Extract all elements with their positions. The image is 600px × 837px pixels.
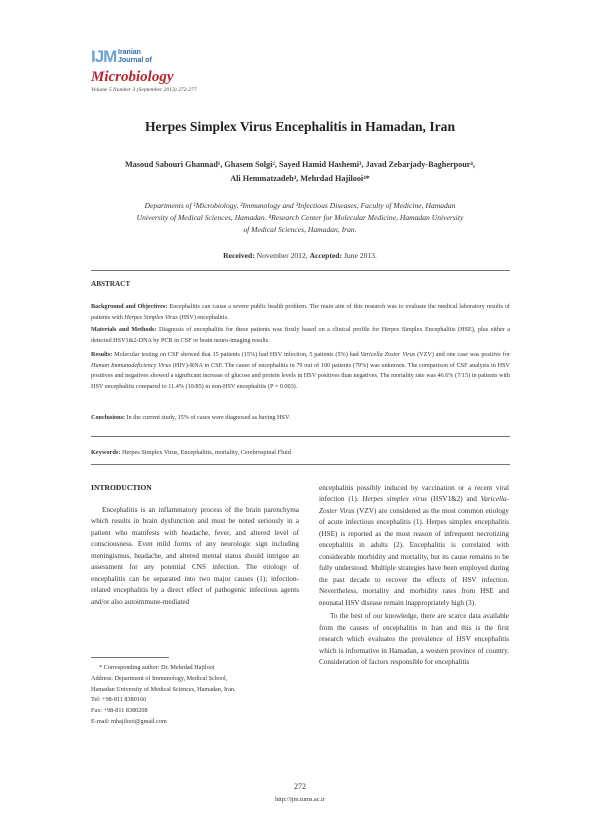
intro-p2-text-2: (HSV1&2) and	[426, 495, 481, 504]
logo-name-line2: Journal of	[118, 57, 152, 64]
divider-abstract	[91, 436, 510, 437]
abstract-heading: ABSTRACT	[91, 280, 131, 288]
journal-url: http://ijm.tums.ac.ir	[275, 796, 325, 803]
intro-p2-text: encephalitis possibly induced by vaccination or a recent viral infection (1).	[319, 484, 509, 504]
results-italic-hiv: Human Immunodeficiency Virus	[91, 361, 172, 369]
affiliation-line-1: Departments of ¹Microbiology, ²Immunology and ³Infectious Diseases, Faculty of Medicine, Hamadan	[144, 201, 456, 210]
conclusions-text: In the current study, 15% of cases were diagnosed as having HSV.	[125, 414, 291, 421]
background-text: Encephalitis can cause a severe public health problem. The main aim of this research was to evaluate the medical laboratory results of patients with	[91, 303, 510, 321]
received-value: November 2012,	[254, 251, 310, 260]
abstract-conclusions	[91, 413, 510, 424]
abstract-methods	[91, 325, 510, 346]
corresponding-author-footnote	[91, 663, 301, 728]
methods-label: Materials and Methods:	[91, 326, 157, 333]
received-label: Received:	[223, 251, 255, 260]
background-label: Background and Objectives:	[91, 303, 168, 310]
results-label: Results:	[91, 351, 113, 358]
intro-left-column	[91, 505, 299, 608]
divider-keywords	[91, 464, 510, 465]
abstract-background	[91, 302, 510, 323]
article-title: Herpes Simplex Virus Encephalitis in Hamadan, Iran	[144, 119, 456, 134]
authors-line-1: Masoud Sabouri Ghannad¹, Ghasem Solgi², Sayed Hamid Hashemi³, Javad Zebarjady-Bagherpour⁴,	[125, 160, 475, 169]
results-text: Molecular testing on CSF showed that 15 patients (15%) had HSV infection, 5 patients (5%) had	[112, 351, 361, 358]
authors-line-2: Ali Hemmatzadeh⁴, Mehrdad Hajilooi⁴*	[230, 174, 370, 183]
issue-info: Volume 5 Number 3 (September 2013) 272-277	[91, 87, 197, 93]
intro-paragraph-3: To the best of our knowledge, there are scarce data available from the causes of encephalitis in Iran and this is the first research which evaluates the prevalence of HSV encephalitis which is informative in Hamadan, a western province of country. Consideration of factors responsible for encephalitis	[319, 612, 509, 667]
abstract-results	[91, 350, 510, 392]
intro-p2-italic-hsv: Herpes simplex virus	[362, 495, 427, 504]
affiliation-line-2: University of Medical Sciences, Hamadan. ⁴Research Center for Molecular Medicine, Hamadan University	[136, 213, 464, 222]
results-text-3: (HIV)-RNA in CSF. The cause of encephalitis in 79 out of 100 patients (79%) was unknown. The comparison of CSF analysis in HSV positives and negatives showed a significant increase of glucose and protein levels in HSV positives than negatives. The mortality rate was 46.6% (7/15) in patients with HSV encephalitis compared to 11.4% (10/85) in non-HSV encephalitis (P = 0.003).	[91, 361, 510, 390]
background-italic: Herpes Simplex Virus	[124, 313, 178, 321]
received-dates	[0, 251, 600, 260]
footnote-author: * Corresponding author: Dr. Mehrdad Hajilooi	[99, 664, 215, 671]
logo-name-line1: Iranian	[118, 49, 141, 56]
divider-top	[91, 270, 510, 271]
conclusions-label: Conclusions:	[91, 414, 126, 421]
logo-mark: IJM	[91, 47, 117, 66]
results-text-2: (VZV) and one case was positive for	[415, 351, 510, 358]
accepted-label: Accepted:	[309, 251, 343, 260]
keywords-label: Keywords:	[91, 449, 121, 456]
affiliation-line-3: of Medical Sciences, Hamadan, Iran.	[243, 225, 357, 234]
intro-paragraph-1: Encephalitis is an inflammatory process of the brain parenchyma which results in brain dysfunction and must be noted seriously in a patient who manifests with headache, fever, and altered level of consciousness. Even mild forms of any neurologic sign including meningismus, headache, and altered mental status should intrigue an assessment for any potential CNS infection. The etiology of encephalitis can be separated into two major causes (1); infection-related encephalitis by a direct effect of pathogenic infectious agents and/or also autoimmune-mediated	[91, 506, 299, 606]
results-italic-vzv: Varicella Zoster Virus	[360, 351, 416, 358]
footnote-divider	[91, 657, 169, 658]
introduction-heading: INTRODUCTION	[91, 483, 152, 492]
keywords-text: Herpes Simplex Virus, Encephalitis, mortality, Cerebrospinal Fluid	[120, 449, 291, 456]
footnote-address-2: Hamadan University of Medical Sciences, Hamadan, Iran.	[91, 685, 236, 693]
footnote-fax: Fax: +98-811 8380208	[91, 707, 148, 715]
intro-p2-text-3: (VZV) are considered as the most common etiology of acute infectious encephalitis (1). Herpes simplex encephalitis (HSE) is reported as the most reason of infrequent necrotizing encephalitis in adults (2). Encephalitis is correlated with considerable morbidity and mortality, but its cause remains to be fully understood. Multiple strategies have been employed during the past decade to recover the effects of HSV infection. Nevertheless, mortality and morbidity rates from HSE and neonatal HSV disease remain inappropriately high (3).	[319, 506, 510, 607]
footnote-address-1: Address: Department of Immunology, Medical School,	[91, 674, 228, 682]
intro-right-column	[319, 483, 509, 669]
intro-p2-italic-vzv: Varicella-Zoster Virus	[319, 495, 509, 515]
intro-paragraph-2	[319, 483, 509, 609]
background-text-end: (HSV) encephalitis.	[177, 313, 229, 321]
methods-text: Diagnosis of encephalitis for these patients was firstly based on a clinical profile for Herpes Simplex Encephalitis (HSE), plus either a detected HSV1&2-DNA by PCR in CSF or brain neuro-imaging results.	[91, 326, 510, 344]
footnote-tel: Tel: +98-811 8380160	[91, 696, 147, 704]
page-number: 272	[294, 782, 306, 791]
logo-name-line3: Microbiology	[91, 69, 174, 85]
keywords	[91, 449, 510, 456]
accepted-value: June 2013.	[342, 251, 377, 260]
footnote-email: E-mail: mhajilooi@gmail.com	[91, 717, 167, 725]
